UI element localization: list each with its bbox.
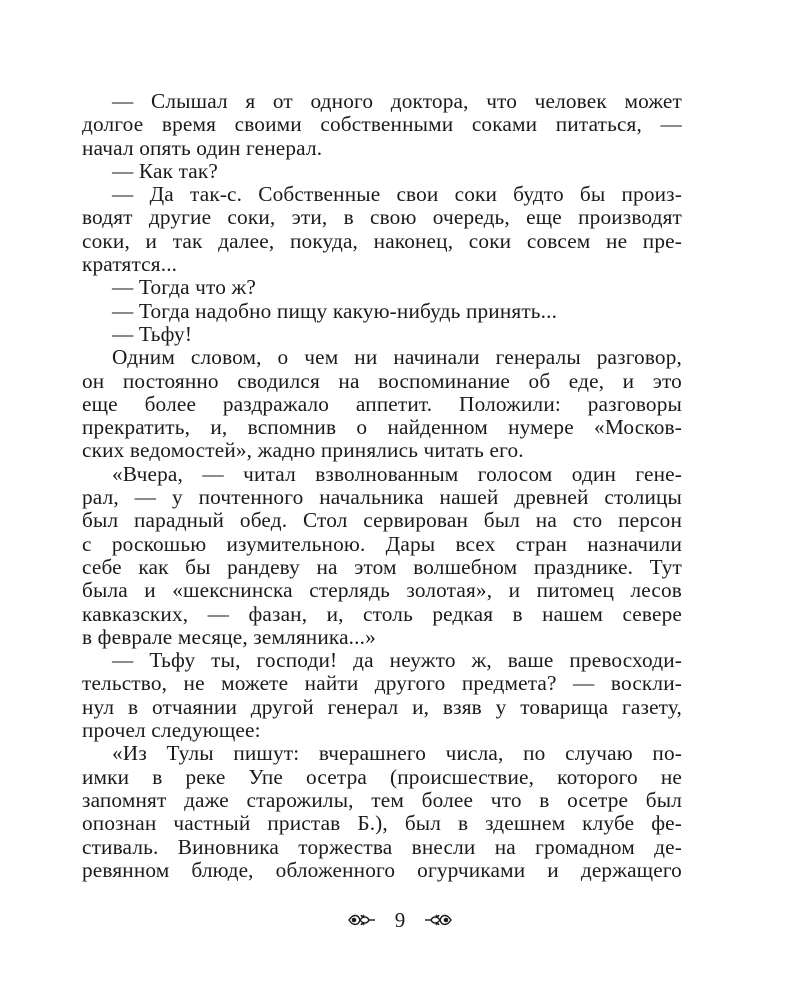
text-line: опознан частный пристав Б.), был в здешнем клубе фе-: [82, 811, 682, 836]
text-line: он постоянно сводился на воспоминание об еде, и это: [82, 368, 682, 393]
text-line: стиваль. Виновника торжества внесли на громадном де-: [82, 834, 682, 859]
text-line: в феврале месяце, земляника...»: [82, 624, 376, 649]
text-line: долгое время своими собственными соками питаться, —: [82, 112, 682, 137]
text-line: себе как бы рандеву на этом волшебном празднике. Тут: [82, 554, 682, 579]
text-line: — Тьфу ты, господи! да неужто ж, ваше превосходи-: [112, 648, 682, 673]
text-line: тельство, не можете найти другого предмета? — воскли-: [82, 671, 682, 696]
text-line: начал опять один генерал.: [82, 135, 323, 160]
text-line: ревянном блюде, обложенного огурчиками и держащего: [82, 857, 682, 882]
page-footer: [0, 900, 800, 940]
text-line: соки, и так далее, покуда, наконец, соки совсем не пре-: [82, 228, 682, 253]
text-line: Одним словом, о чем ни начинали генералы разговор,: [112, 345, 682, 370]
text-line: — Слышал я от одного доктора, что человек может: [112, 89, 682, 113]
text-line: рал, — у почтенного начальника нашей древней столицы: [82, 485, 682, 510]
text-line: — Да так-с. Собственные свои соки будто бы произ-: [112, 182, 682, 207]
text-line: кавказских, — фазан, и, столь редкая в нашем севере: [82, 601, 682, 626]
text-line: имки в реке Упе осетра (происшествие, которого не: [82, 764, 682, 789]
text-line: ских ведомостей», жадно принялись читать его.: [82, 438, 524, 463]
text-line: еще более раздражало аппетит. Положили: разговоры: [82, 391, 682, 416]
text-line: — Тогда надобно пищу какую-нибудь принять...: [112, 298, 558, 323]
text-line: прочел следующее:: [82, 718, 261, 743]
text-line: «Из Тулы пишут: вчерашнего числа, по случаю по-: [112, 741, 682, 766]
body-text: [82, 90, 682, 882]
text-line: прекратить, и, вспомнив о найденном нумере «Москов-: [82, 415, 682, 440]
page-number: 9: [394, 907, 406, 932]
text-line: — Тьфу!: [112, 321, 193, 346]
fleuron-right-icon: [423, 912, 453, 928]
text-line: был парадный обед. Стол сервирован был на сто персон: [82, 508, 682, 533]
fleuron-left-icon: [347, 912, 377, 928]
text-line: была и «шекснинска стерлядь золотая», и питомец лесов: [82, 578, 682, 603]
text-line: запомнят даже старожилы, тем более что в осетре был: [82, 787, 682, 812]
text-line: с роскошью изумительною. Дары всех стран назначили: [82, 531, 682, 556]
text-line: — Тогда что ж?: [112, 275, 256, 300]
text-line: нул в отчаянии другой генерал и, взяв у товарища газету,: [82, 694, 682, 719]
text-line: водят другие соки, эти, в свою очередь, еще производят: [82, 205, 682, 230]
text-line: «Вчера, — читал взволнованным голосом один гене-: [112, 461, 682, 486]
text-line: кратятся...: [82, 252, 178, 277]
text-line: — Как так?: [112, 158, 218, 183]
